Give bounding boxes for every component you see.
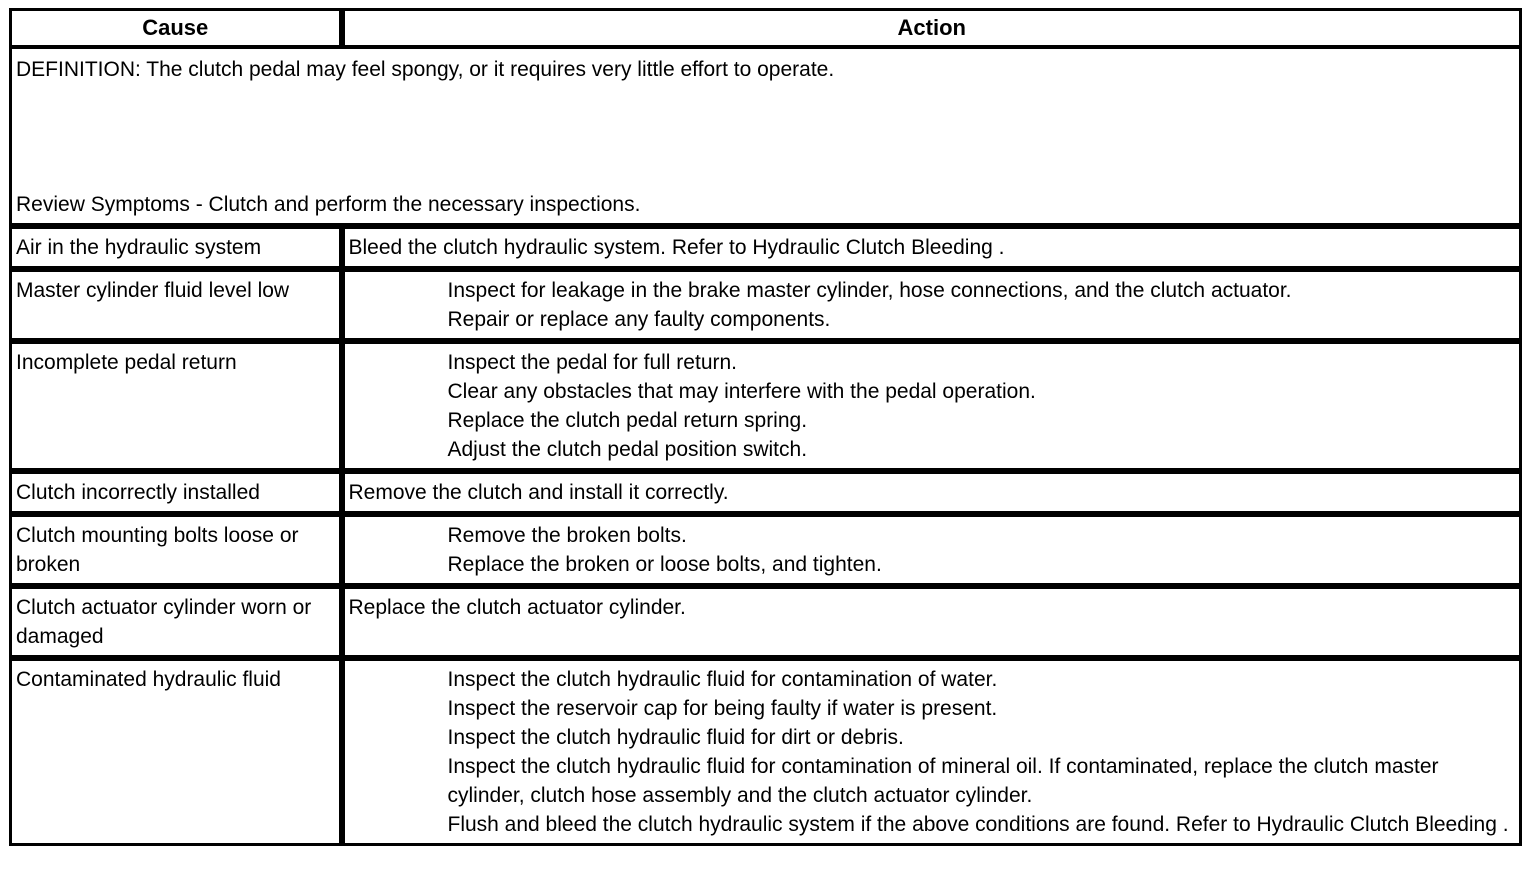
- action-cell: [342, 658, 1521, 845]
- action-steps: [349, 665, 1516, 839]
- header-cause: Cause: [11, 10, 342, 48]
- table-row: [11, 586, 1521, 658]
- action-step: Flush and bleed the clutch hydraulic system if the above conditions are found. Refer to Hydraulic Clutch Bleeding .: [447, 813, 1509, 836]
- table-row: [11, 269, 1521, 341]
- action-cell: [342, 341, 1521, 471]
- action-step: Repair or replace any faulty components.: [447, 308, 831, 331]
- action-steps: [349, 348, 1516, 464]
- action-cell: [342, 514, 1521, 586]
- action-step: Remove the broken bolts.: [447, 524, 687, 547]
- action-step: Clear any obstacles that may interfere with the pedal operation.: [447, 380, 1036, 403]
- action-steps: [349, 521, 1516, 579]
- action-step: Inspect the clutch hydraulic fluid for dirt or debris.: [447, 726, 904, 749]
- action-step: Adjust the clutch pedal position switch.: [447, 438, 808, 461]
- cause-cell: Clutch incorrectly installed: [11, 471, 342, 514]
- action-step: Inspect the pedal for full return.: [447, 351, 737, 374]
- action-cell: [342, 269, 1521, 341]
- cause-cell: Incomplete pedal return: [11, 341, 342, 471]
- action-cell: Replace the clutch actuator cylinder.: [342, 586, 1521, 658]
- action-step: Inspect the reservoir cap for being faulty if water is present.: [447, 697, 998, 720]
- table-row: [11, 471, 1521, 514]
- action-step: Inspect for leakage in the brake master cylinder, hose connections, and the clutch actuator.: [447, 279, 1292, 302]
- definition-text: DEFINITION: The clutch pedal may feel spongy, or it requires very little effort to operate.: [16, 58, 835, 81]
- definition-row: [11, 47, 1521, 226]
- action-cell: Remove the clutch and install it correctly.: [342, 471, 1521, 514]
- cause-cell: Master cylinder fluid level low: [11, 269, 342, 341]
- review-symptoms-text: Review Symptoms - Clutch and perform the necessary inspections.: [16, 193, 641, 216]
- action-steps: [349, 276, 1516, 334]
- action-cell: Bleed the clutch hydraulic system. Refer to Hydraulic Clutch Bleeding .: [342, 226, 1521, 269]
- table-row: [11, 658, 1521, 845]
- cause-cell: Air in the hydraulic system: [11, 226, 342, 269]
- diagnostic-table: [9, 8, 1522, 846]
- definition-spacer: [16, 84, 1515, 190]
- header-row: [11, 10, 1521, 48]
- table-row: [11, 514, 1521, 586]
- action-step: Replace the clutch pedal return spring.: [447, 409, 808, 432]
- action-step: Inspect the clutch hydraulic fluid for contamination of mineral oil. If contaminated, replace the clutch master cylinder, clutch hose assembly and the clutch actuator cylinder.: [447, 755, 1439, 807]
- action-step: Replace the broken or loose bolts, and tighten.: [447, 553, 882, 576]
- definition-cell: [11, 47, 1521, 226]
- cause-cell: Contaminated hydraulic fluid: [11, 658, 342, 845]
- table-row: [11, 341, 1521, 471]
- cause-cell: Clutch mounting bolts loose or broken: [11, 514, 342, 586]
- cause-cell: Clutch actuator cylinder worn or damaged: [11, 586, 342, 658]
- action-step: Inspect the clutch hydraulic fluid for contamination of water.: [447, 668, 998, 691]
- table-row: [11, 226, 1521, 269]
- header-action: Action: [342, 10, 1521, 48]
